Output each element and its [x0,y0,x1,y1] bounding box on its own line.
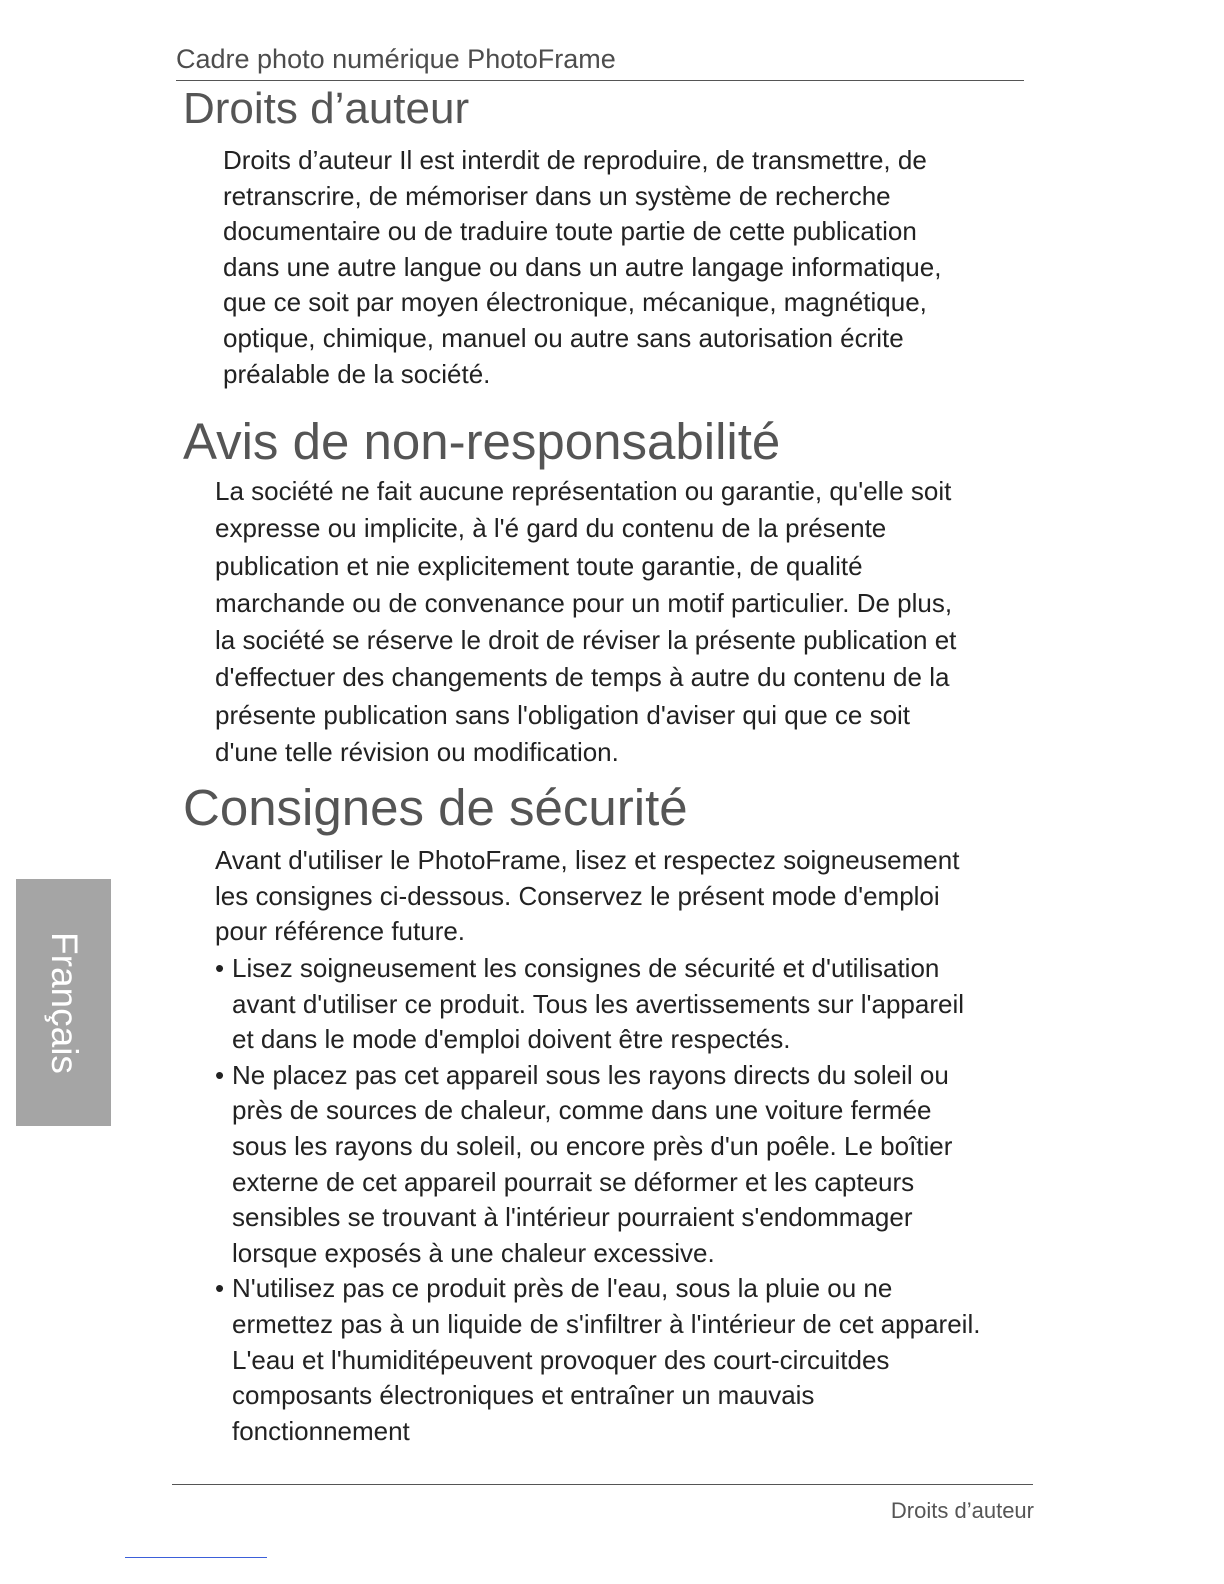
paragraph-line: La société ne fait aucune représentation ou garantie, qu'elle soit [215,476,952,506]
paragraph-line: que ce soit par moyen électronique, mécanique, magnétique, [223,287,927,318]
document-header-title: Cadre photo numérique PhotoFrame [176,44,616,74]
safety-bullet-list [215,951,980,1449]
disclaimer-paragraph [215,473,956,771]
paragraph-line: d'une telle révision ou modification. [215,737,619,768]
bullet-first-line [215,951,980,987]
paragraph-line: optique, chimique, manuel ou autre sans autorisation écrite [223,322,904,353]
heading-disclaimer: Avis de non-responsabilité [183,413,781,470]
bullet-line: et dans le mode d'emploi doivent être respectés. [232,1024,791,1055]
bullet-line: ermettez pas à un liquide de s'infiltrer à l'intérieur de cet appareil. [232,1308,981,1339]
language-tab-label: Français [43,931,85,1074]
paragraph-line: marchande ou de convenance pour un motif particulier. De plus, [215,587,953,618]
bullet-text: N'utilisez pas ce produit près de l'eau, sous la pluie ou ne [232,1273,893,1304]
bullet-line: près de sources de chaleur, comme dans une voiture fermée [232,1095,932,1126]
bullet-line: externe de cet appareil pourrait se déformer et les capteurs [232,1166,915,1197]
bullet-line: avant d'utiliser ce produit. Tous les avertissements sur l'appareil [232,988,965,1019]
header-divider [176,80,1024,81]
bullet-line: lorsque exposés à une chaleur excessive. [232,1237,715,1268]
heading-copyright: Droits d’auteur [183,84,470,133]
bottom-link-underline [125,1557,267,1558]
bullet-icon: • [215,1273,225,1304]
safety-intro-paragraph [215,843,959,950]
bullet-icon: • [215,1059,225,1090]
paragraph-line: la société se réserve le droit de réviser la présente publication et [215,625,957,656]
paragraph-line: dans une autre langue ou dans un autre langage informatique, [223,251,942,282]
list-item [215,951,980,1058]
bullet-line: sensibles se trouvant à l'intérieur pourraient s'endommager [232,1202,913,1233]
bullet-line: composants électroniques et entraîner un mauvais [232,1380,815,1411]
paragraph-line: pour référence future. [215,916,466,947]
paragraph-line: Droits d’auteur Il est interdit de reproduire, de transmettre, de [223,145,927,175]
paragraph-line: documentaire ou de traduire toute partie de cette publication [223,216,917,247]
copyright-paragraph [223,143,941,392]
paragraph-line: les consignes ci-dessous. Conservez le présent mode d'emploi [215,880,940,911]
footer-divider [172,1484,1033,1485]
bullet-line: L'eau et l'humiditépeuvent provoquer des court-circuitdes [232,1344,890,1375]
list-item [215,1058,980,1272]
paragraph-line: expresse ou implicite, à l'é gard du contenu de la présente [215,513,887,544]
list-item [215,1271,980,1449]
bullet-icon: • [215,953,225,983]
paragraph-line: publication et nie explicitement toute garantie, de qualité [215,550,863,581]
paragraph-line: préalable de la société. [223,358,491,389]
language-side-tab [16,879,111,1126]
footer-section-label: Droits d’auteur [890,1498,1034,1523]
bullet-text: Ne placez pas cet appareil sous les rayons directs du soleil ou [232,1059,949,1090]
paragraph-line: d'effectuer des changements de temps à autre du contenu de la [215,662,950,693]
heading-safety: Consignes de sécurité [183,779,688,836]
bullet-first-line [215,1271,980,1307]
bullet-line: fonctionnement [232,1415,410,1446]
paragraph-line: présente publication sans l'obligation d'aviser qui que ce soit [215,699,911,730]
paragraph-line: Avant d'utiliser le PhotoFrame, lisez et respectez soigneusement [215,845,960,875]
bullet-line: sous les rayons du soleil, ou encore près d'un poêle. Le boîtier [232,1130,953,1161]
paragraph-line: retranscrire, de mémoriser dans un système de recherche [223,180,891,211]
bullet-first-line [215,1058,980,1094]
bullet-text: Lisez soigneusement les consignes de sécurité et d'utilisation [232,953,940,983]
